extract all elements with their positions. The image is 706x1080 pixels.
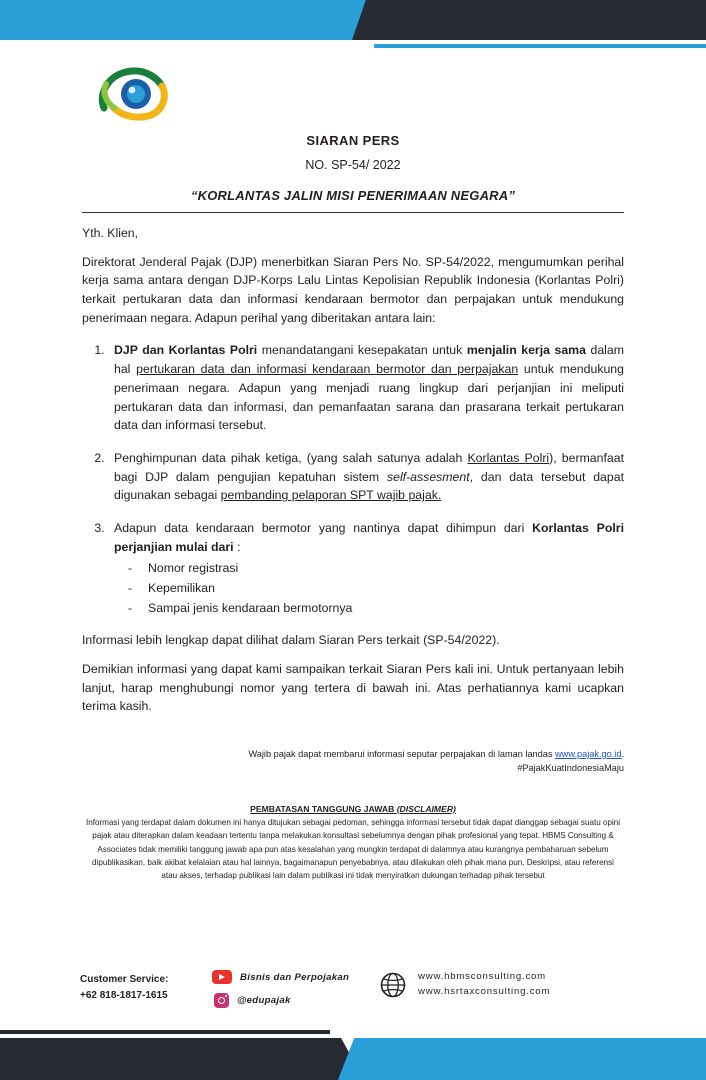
top-band-blue-block bbox=[0, 0, 345, 40]
youtube-row[interactable] bbox=[212, 968, 349, 986]
disclaimer-title-main: PEMBATASAN TANGGUNG JAWAB bbox=[250, 804, 397, 814]
salutation: Yth. Klien, bbox=[82, 226, 139, 240]
item1-bold-2: menjalin kerja sama bbox=[466, 343, 586, 358]
website-block bbox=[380, 970, 550, 1000]
item3-bold-1: Korlantas Polri perjanjian mulai dari bbox=[114, 520, 624, 554]
disclaimer-title-italic: (DISCLAIMER) bbox=[396, 804, 456, 814]
customer-service-label: Customer Service: bbox=[80, 974, 169, 985]
footer-note bbox=[82, 748, 624, 776]
item2-underline-2: pembanding pelaporan SPT wajib pajak. bbox=[220, 488, 442, 503]
item2-text-1: Penghimpunan data pihak ketiga, (yang salah satunya adalah bbox=[114, 450, 468, 465]
top-band-dark-block bbox=[366, 0, 706, 40]
note-text: Wajib pajak dapat membarui informasi seputar perpajakan di laman landas bbox=[248, 749, 556, 759]
intro-paragraph: Direktorat Jenderal Pajak (DJP) menerbitkan Siaran Pers No. SP-54/2022, mengumumkan perihal kerja sama antara dengan DJP-Korps Lalu Lintas Kepolisian Republik Indonesia (Korlantas Polri) terkait pertukaran data dan informasi kendaraan bermotor dan perpajakan untuk mendukung penerimaan negara. Adapun perihal yang diberitakan antara lain: bbox=[82, 254, 624, 325]
customer-service-phone: +62 818-1817-1615 bbox=[80, 990, 168, 1001]
item1-lead-bold: DJP dan Korlantas Polri bbox=[114, 343, 258, 358]
list-item bbox=[108, 519, 624, 617]
top-band-blue-rule bbox=[374, 44, 706, 48]
closing-paragraph-1: Informasi lebih lengkap dapat dilihat dalam Siaran Pers terkait (SP-54/2022). bbox=[82, 633, 500, 648]
item1-underline-1: pertukaran data dan informasi kendaraan bermotor dan perpajakan bbox=[136, 362, 519, 377]
sub-list-item: - Nomor registrasi bbox=[122, 559, 624, 578]
instagram-icon bbox=[214, 993, 229, 1008]
website-url-1[interactable]: www.hbmsconsulting.com bbox=[418, 971, 546, 982]
bottom-decorative-band bbox=[0, 1024, 706, 1080]
youtube-icon bbox=[212, 970, 232, 984]
item3-text-2: : bbox=[233, 539, 241, 554]
customer-service-block bbox=[80, 972, 168, 1004]
youtube-handle: Bisnis dan Perpojakan bbox=[240, 971, 350, 983]
bottom-band-blue-block bbox=[355, 1038, 706, 1080]
disclaimer-body: Informasi yang terdapat dalam dokumen ini hanya ditujukan sebagai pedoman, sehingga informasi tersebut tidak dapat dianggap sebagai suatu opini pajak atau diterapkan dalam keadaan tertentu tanpa melakukan konsultasi sebelumnya dengan pihak profesional yang tepat. HBMS Consulting & Associates tidak memiliki tanggung jawab apa pun atas kesalahan yang mungkin terdapat di dalamnya atau kurangnya pembaharuan sebelum dipublikasikan, baik akibat kelalaian atau hal lainnya, bagaimanapun penyebabnya, atau dilakukan oleh pihak mana pun. Deskripsi, atau referensi atau akses, terhadap publikasi lain dalam publikasi ini tidak menyiratkan dukungan terhadap pihak tersebut bbox=[85, 818, 621, 881]
press-release-title: SIARAN PERS bbox=[306, 133, 400, 148]
instagram-row[interactable] bbox=[212, 991, 349, 1009]
company-logo bbox=[96, 62, 178, 124]
item3-text-1: Adapun data kendaraan bermotor yang nantinya dapat dihimpun dari bbox=[114, 520, 533, 535]
press-release-headline: “KORLANTAS JALIN MISI PENERIMAAN NEGARA” bbox=[190, 188, 516, 203]
numbered-list bbox=[82, 341, 624, 617]
item2-text-3: , dan data tersebut dapat digunakan sebagai bbox=[114, 469, 624, 503]
bottom-band-dark-rule bbox=[0, 1030, 330, 1034]
note-hashtag: #PajakKuatIndonesiaMaju bbox=[517, 762, 624, 773]
globe-icon bbox=[380, 972, 406, 998]
item1-text-1: menandatangani kesepakatan untuk bbox=[257, 343, 467, 358]
item1-text-3: untuk mendukung penerimaan negara. Adapun yang menjadi ruang lingkup dari perjanjian ini meliputi pertukaran data dan informasi, dan pemanfaatan sarana dan prasarana terkait pertukaran data dan informasi tersebut. bbox=[114, 362, 624, 433]
disclaimer-title bbox=[0, 804, 706, 814]
letter-content bbox=[82, 224, 624, 726]
sub-list-item: - Kepemilikan bbox=[122, 579, 624, 598]
top-decorative-band bbox=[0, 0, 706, 52]
footer-contact-bar bbox=[0, 968, 706, 1024]
social-links bbox=[212, 968, 349, 1014]
list-item bbox=[108, 449, 624, 505]
item2-underline-1: Korlantas Polri bbox=[467, 450, 550, 465]
website-urls[interactable] bbox=[418, 970, 550, 1000]
website-url-2[interactable]: www.hsrtaxconsulting.com bbox=[418, 985, 551, 997]
pajak-website-link[interactable]: www.pajak.go.id bbox=[555, 749, 622, 759]
sub-list-item: - Sampai jenis kendaraan bermotornya bbox=[122, 599, 624, 618]
item2-italic-1: self-assesment bbox=[386, 469, 470, 484]
sub-list bbox=[114, 559, 624, 617]
press-release-number: NO. SP-54/ 2022 bbox=[305, 158, 401, 172]
header-divider bbox=[82, 212, 624, 213]
closing-paragraph-2: Demikian informasi yang dapat kami sampaikan terkait Siaran Pers kali ini. Untuk pertanyaan lebih lanjut, harap menghubungi nomor yang tertera di bawah ini. Atas perhatiannya kami ucapkan terima kasih. bbox=[82, 662, 624, 714]
instagram-handle: @edupajak bbox=[237, 994, 291, 1006]
item1-text-2: dalam hal bbox=[114, 343, 624, 377]
bottom-band-dark-block bbox=[0, 1038, 330, 1080]
list-item bbox=[108, 341, 624, 434]
note-period: . bbox=[621, 749, 624, 759]
item2-text-2: ), bermanfaat bagi DJP dalam pengujian kepatuhan sistem bbox=[114, 450, 625, 484]
